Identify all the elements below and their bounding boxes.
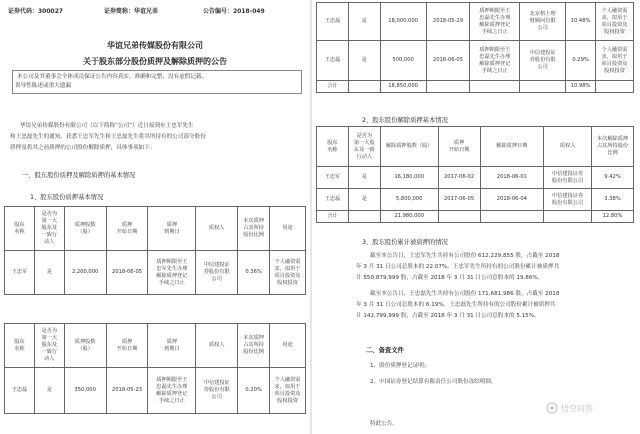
table-cell (470, 81, 520, 93)
table-cell: 中信建投证 券股份有限 公司 (196, 368, 238, 414)
table-header-cell: 本次质押 占其所持 股份比例 (238, 324, 270, 368)
para3-line-3: 计 550,879,999 股，占截至 2018 年 3 月 31 日公司总股本的 19.86%。 (356, 275, 544, 281)
announcement-page-left (0, 0, 310, 434)
table-cell: 个人融资需 求，拟用于 项目投资及 股权投资 (270, 251, 306, 295)
table-header-cell: 本次质押 占其所持 股份比例 (238, 207, 270, 251)
table-cell: 12.80% (592, 211, 634, 223)
table-cell: 质押期限至王 忠军先生办理 解除质押登记 手续之日止 (148, 251, 196, 295)
table-header-cell: 是否为 第一大 股东及 一致行 动人 (34, 207, 64, 251)
table-cell: 10.98% (566, 81, 596, 93)
para3-line-5: 年 3 月 31 日公司总股本的 6.19%。王忠磊先生所持有的公司股份累计被质押共 (356, 302, 556, 308)
table-cell: 质押期限至王 忠磊先生办理 解除质押登记 手续之日止 (470, 3, 520, 41)
table-header-cell: 质权人 (196, 324, 238, 368)
table-cell: 王忠军 (5, 251, 35, 295)
table-cell: 个人融资需 求，拟用于 项目投资及 股权投资 (270, 368, 306, 414)
table-header-cell: 质押 开始日期 (438, 127, 480, 167)
table-header-cell: 股东 名称 (5, 207, 35, 251)
subsection-2-heading: 2、股东股份解除质押基本情况 (362, 117, 448, 124)
table-header-cell: 解除质押股数（股） (380, 127, 438, 167)
table-cell: 质押期限至王 忠磊先生办理 解除质押登记 手续之日止 (148, 368, 196, 414)
table-cell: 350,000 (64, 368, 106, 414)
table-cell: 王忠磊 (317, 41, 349, 81)
table-cell: 是 (34, 251, 64, 295)
table-header-row (317, 127, 634, 167)
table-cell (348, 211, 380, 223)
table-header-cell: 解除质押日期 (480, 127, 544, 167)
stock-code: 证券代码：300027 (8, 8, 64, 15)
table-header-cell: 质押 开始日期 (106, 207, 148, 251)
table-cell: 质押期限至王 忠磊先生办理 解除质押登记 手续之日止 (470, 41, 520, 81)
table-header-cell: 质押 开始日期 (106, 324, 148, 368)
table-cell (480, 211, 544, 223)
table-cell: 500,000 (380, 41, 426, 81)
stock-abbr: 证券简称：华谊兄弟 (104, 8, 159, 15)
table-total-row (317, 81, 634, 93)
table-cell: 5,800,000 (380, 189, 438, 211)
table-row (317, 41, 634, 81)
file-item-2: 2、中国证券登记结算有限责任公司股份冻结明细。 (370, 379, 497, 385)
release-table (316, 126, 634, 223)
table-header-cell: 质权人 (196, 207, 238, 251)
watermark-text: 悟空问答 (561, 403, 593, 413)
table-row (317, 189, 634, 211)
table-cell: 是 (348, 167, 380, 189)
section-2-heading: 二、备查文件 (366, 347, 404, 354)
table-row (5, 251, 306, 295)
table-cell (520, 81, 566, 93)
table-cell: 0.29% (566, 41, 596, 81)
table-cell (438, 211, 480, 223)
pledge-table-2 (4, 323, 306, 414)
table-header-cell: 质押 到期日 (148, 207, 196, 251)
table-header-row (5, 207, 306, 251)
table-cell: 中信建投证 券股份有限 公司 (196, 251, 238, 295)
table-cell: 2017-06-05 (438, 189, 480, 211)
table-header-cell: 质押股数 （股） (64, 207, 106, 251)
intro-line-3: 质押及将其之前质押的公司股份解除质押，具体事项如下： (10, 145, 156, 151)
para3-line-1: 截至本公告日，王忠军先生共持有公司股份 612,229,855 股，占截至 2018 (370, 253, 560, 259)
table-header-cell: 是否为 第一大股 东及一致 行动人 (348, 127, 380, 167)
table-cell (544, 211, 592, 223)
announcement-page-right (312, 0, 640, 434)
table-cell: 2017-06-02 (438, 167, 480, 189)
table-cell: 合计 (317, 81, 349, 93)
subsection-3-heading: 3、股东股份累计被质押的情况 (362, 239, 448, 246)
table-cell: 2018-06-05 (106, 251, 148, 295)
table-cell: 王忠磊 (317, 189, 349, 211)
file-item-1: 1、股份质押登记证明； (370, 363, 430, 369)
table-cell (596, 81, 634, 93)
closing-text: 特此公告。 (370, 421, 398, 427)
table-cell: 北京格上理 财顾问有限 公司 (520, 3, 566, 41)
table-cell: 10.48% (566, 3, 596, 41)
table-cell: 16,180,000 (380, 167, 438, 189)
table-cell: 2018-05-29 (426, 3, 470, 41)
table-header-cell: 股东 名称 (5, 324, 35, 368)
announcement-title: 关于股东部分股份质押及解除质押的公告 (83, 57, 227, 66)
table-row (317, 3, 634, 41)
table-cell: 是 (348, 189, 380, 211)
statement-line-1: 本公司及其董事会全体成员保证公告内容真实、准确和完整，没有虚假记载、 (17, 74, 208, 80)
table-total-row (317, 211, 634, 223)
table-cell: 2,200,000 (64, 251, 106, 295)
table-cell: 合计 (317, 211, 349, 223)
table-cell: 2018-05-23 (106, 368, 148, 414)
table-cell: 中信建投证 券股份有限 公司 (520, 41, 566, 81)
table-header-cell: 质押股数 （股） (64, 324, 106, 368)
para3-line-6: 计 142,799,999 股，占截至 2018 年 3 月 31 日公司总股本的 5.15%。 (356, 313, 540, 319)
table-cell: 是 (348, 3, 380, 41)
table-cell: 2018-06-04 (480, 189, 544, 211)
notice-number: 公告编号：2018-049 (203, 8, 265, 15)
table-cell: 是 (348, 41, 380, 81)
table-header-cell: 股东 名称 (317, 127, 349, 167)
table-header-row (5, 324, 306, 368)
table-header-cell: 用途 (270, 207, 306, 251)
table-cell: 0.36% (238, 251, 270, 295)
para3-line-4: 截至本公告日，王忠磊先生共持有公司股份 171,681,986 股，占截至 2018 (370, 291, 560, 297)
intro-line-1: 华谊兄弟传媒股份有限公司（以下简称“公司”）近日接到东王忠军先生 (20, 123, 194, 129)
table-cell: 个人融资需 求，拟用于 项目投资及 股权投资 (596, 41, 634, 81)
table-cell (426, 81, 470, 93)
intro-line-2: 和王忠磊先生的通知，获悉王忠军先生和王忠磊先生将其所持有的公司部分股份 (10, 134, 206, 140)
table-cell: 王忠磊 (317, 3, 349, 41)
section-1-heading: 一、股东股份质押及解除质押的基本情况 (22, 172, 136, 179)
table-cell: 2018-06-01 (480, 167, 544, 189)
company-name: 华谊兄弟传媒股份有限公司 (107, 41, 203, 50)
watermark (546, 402, 593, 414)
table-cell: 是 (34, 368, 64, 414)
table-cell: 21,980,000 (380, 211, 438, 223)
table-cell: 王忠军 (317, 167, 349, 189)
table-cell: 0.20% (238, 368, 270, 414)
pledge-table-continued (316, 2, 634, 93)
pledge-table-1 (4, 206, 306, 295)
table-cell: 2018-06-05 (426, 41, 470, 81)
statement-box (12, 70, 302, 94)
table-cell: 18,000,000 (380, 3, 426, 41)
table-cell: 个人融资需 求，拟用于 项目投资及 股权投资 (596, 3, 634, 41)
statement-line-2: 误导性陈述或重大遗漏 (15, 83, 71, 89)
table-cell: 王忠磊 (5, 368, 35, 414)
table-cell: 中信建投证券 股份有限公司 (544, 167, 592, 189)
subsection-1-heading: 1、股东股份质押基本情况 (30, 194, 104, 201)
table-header-cell: 本次解除质押 占其所持股份 比例 (592, 127, 634, 167)
table-cell (348, 81, 380, 93)
table-header-cell: 质权人 (544, 127, 592, 167)
watermark-logo-icon (546, 402, 558, 414)
table-cell: 中信建投证券 股份有限公司 (544, 189, 592, 211)
para3-line-2: 年 3 月 31 日公司总股本的 22.07%。王忠军先生所持有的公司股份累计被质押共 (356, 264, 560, 270)
table-header-cell: 用途 (270, 324, 306, 368)
table-cell: 3.38% (592, 189, 634, 211)
table-header-cell: 质押 到期日 (148, 324, 196, 368)
table-cell: 18,850,000 (380, 81, 426, 93)
table-cell: 9.42% (592, 167, 634, 189)
table-row (317, 167, 634, 189)
table-row (5, 368, 306, 414)
table-header-cell: 是否为 第一大 股东及 一致行 动人 (34, 324, 64, 368)
